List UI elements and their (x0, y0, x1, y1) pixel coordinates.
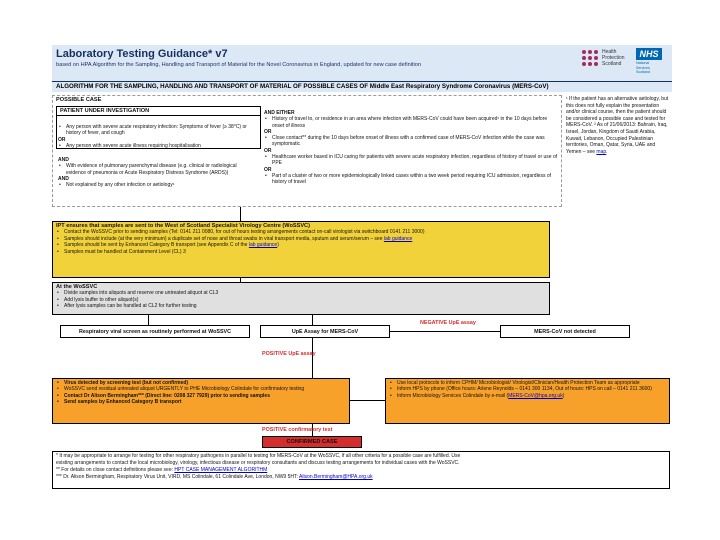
hps-logo-line3: Scotland (602, 61, 622, 67)
confirmatory-label: POSITIVE confirmatory test (262, 427, 333, 433)
arrow-positive (312, 338, 313, 378)
arrow-to-hps (350, 400, 385, 401)
ipt-box (52, 221, 550, 278)
nhs-logo-line3: Scotland (636, 70, 650, 74)
resp-viral-box: Respiratory viral screen as routinely performed at WoSSVC (60, 325, 250, 338)
arrow-to-ipt (240, 207, 241, 221)
criteria-right-or2: OR (264, 147, 272, 154)
footer-line-4-text: *** Dr. Alison Bermingham, Respiratory Virus Unit, VIRD, MS Colindale, 61 Colindale Ave, London, NW9 5HT: (56, 474, 298, 480)
criteria-left-1: • Any person with severe acute respiratory infection: Symptoms of fever (≥ 38°C) or history of fever, and cough (58, 124, 258, 137)
hps-item-1: • Use local protocols to inform CPHM/ Microbiologist/ Virologist/Clinician/Health Protection Team as appropriate (389, 380, 666, 386)
criteria-right-3: • Healthcare worker based in ICU caring for patients with severe acute respiratory infection, regardless of history of travel or use of PPE (264, 154, 558, 167)
footnote-text: ¹ If the patient has an alternative aetiology, but this does not fully explain the presentation and/or clinical course, then the patient should be considered a possible case and tested for MERS-CoV. ² As of 21/06/2013: Bahrain, Iraq, Israel, Jordan, Kingdom of Saudi Arabia, Kuwait, Lebanon, Occupied Palestinian territories, Oman, Qatar, Syria, UAE and Yemen – see (566, 96, 669, 155)
criteria-left-4: • Not explained by any other infection or aetiology¹ (58, 182, 258, 188)
ipt-title: IPT ensures that samples are sent to the West of Scotland Specialist Virology Centre (WoSSVC) (56, 223, 310, 229)
hps-item-3-end: ) (562, 392, 565, 399)
algorithm-title: ALGORITHM FOR THE SAMPLING, HANDLING AND TRANSPORT OF MATERIAL OF POSSIBLE CASES OF Middle East Respiratory Syndrome Coronavirus (MERS-CoV) (52, 81, 672, 92)
map-link[interactable]: map (596, 148, 607, 155)
ipt-item-2-text: Samples should include (at the very minimum) a duplicate set of nose and throat swabs in viral transport media, sputum and serum/serum – see (64, 235, 383, 242)
hps-logo (582, 48, 627, 76)
hps-logo-dots-icon (582, 50, 600, 68)
confirmed-case-box: CONFIRMED CASE (262, 436, 362, 448)
positive-item-3: • Contact Dr Alison Bermingham*** (Direct line: 0208 327 7929) prior to sending samples (56, 393, 346, 399)
bermingham-email-link[interactable]: Alison.Bermingham@HPA.org.uk (299, 474, 373, 480)
pui-title: PATIENT UNDER INVESTIGATION (57, 107, 260, 116)
hps-logo-line2: Protection (602, 55, 625, 61)
positive-item-4: • Send samples by Enhanced Category B transport (56, 399, 346, 405)
hps-item-2: • Inform HPS by phone (Office hours: Arlene Reynolds – 0141 300 1134, Out of hours: HPS on call – 0141 211 3600) (389, 386, 666, 392)
hps-actions-box (385, 378, 670, 424)
footer-line-3 (56, 467, 666, 474)
positive-label: POSITIVE UpE assay (262, 351, 316, 357)
footer-line-4 (56, 474, 666, 481)
possible-case-footnote (566, 96, 670, 155)
positive-item-2: • WoSSVC send residual untreated aliquot URGENTLY to PHE Microbiology Colindale for confirmatory testing (56, 386, 346, 392)
hps-item-3 (389, 393, 666, 399)
ipt-item-4: • Samples must be handled at Containment Level (CL) 3 (56, 249, 546, 255)
criteria-right (264, 110, 558, 186)
negative-label: NEGATIVE UpE assay (420, 320, 476, 326)
criteria-right-1: • History of travel to, or residence in an area where infection with MERS-CoV could have been acquired¹ in the 10 days before onset of illness (264, 116, 558, 129)
criteria-right-and-either: AND EITHER (264, 110, 295, 116)
positive-actions-box (52, 378, 350, 424)
ipt-item-1: • Contact the WoSSVC prior to sending samples (Tel: 0141 211 0080, for out of hours testing arrangements contact on-call virologist via switchboard 0141 211 3000) (56, 229, 546, 235)
nhs-logo-line1: National (636, 61, 650, 65)
nhs-logo-line2: Services (636, 65, 650, 70)
ipt-item-3-text: Samples should be sent by Enhanced Category B transport (see Appendix C of the (64, 242, 248, 249)
criteria-left-3: • With evidence of pulmonary parenchymal disease (e.g. clinical or radiological evidence of pneumonia or Acute Respiratory Distress Syndrome (ARDS)) (58, 163, 258, 176)
header-banner (52, 45, 672, 81)
wossvc-item-2: • Add lysis buffer to other aliquot(s) (56, 297, 546, 303)
criteria-left-and2: AND (58, 175, 69, 182)
footnote-end: . (606, 148, 608, 155)
arrow-negative (390, 331, 500, 332)
arrow-to-resp-viral (148, 315, 149, 325)
footer-line-3-text: ** For details on close contact definitions please see: (56, 467, 174, 473)
upe-assay-box: UpE Assay for MERS-CoV (260, 325, 390, 338)
nhs-logo-mark: NHS (636, 48, 662, 60)
wossvc-item-1: • Divide samples into aliquots and reserve one untreated aliquot at CL3 (56, 290, 546, 296)
criteria-right-4: • Part of a cluster of two or more epidemiologically linked cases within a two week period requiring ICU admission, regardless of history of travel (264, 173, 558, 186)
criteria-right-2: • Close contact** during the 10 days before onset of illness with a confirmed case of MERS-CoV infection while the case was symptomatic (264, 135, 558, 148)
nhs-logo (636, 48, 670, 76)
not-detected-box: MERS-CoV not detected (500, 325, 630, 338)
criteria-right-or1: OR (264, 128, 272, 135)
footer-line-1: * It may be appropriate to arrange for testing for other respiratory pathogens in parallel to testing for MERS-CoV at the WoSSVC, if all other criteria for a possible case are fulfilled. Use (56, 453, 461, 459)
case-management-link[interactable]: HPT CASE MANAGEMENT ALGORITHM (174, 467, 268, 473)
criteria-left (58, 124, 258, 149)
wossvc-title: At the WoSSVC (56, 284, 98, 290)
lab-guidance-link-2[interactable]: lab guidance (248, 242, 278, 249)
possible-case-title: POSSIBLE CASE (56, 97, 102, 103)
criteria-right-or3: OR (264, 166, 272, 173)
page-subtitle: based on HPA Algorithm for the Sampling, Handling and Transport of Material for the Novel Coronavirus in England, updated for new case definition (56, 62, 421, 68)
criteria-left-2: • Any person with severe acute illness requiring hospitalisation (58, 143, 258, 149)
hps-item-3-text: Inform Microbiology Services Colindale by e-mail ( (397, 392, 509, 399)
wossvc-box (52, 282, 550, 315)
wossvc-item-3: • After lysis samples can be handled at CL2 for further testing (56, 303, 546, 309)
footer-notes (52, 451, 670, 489)
hps-logo-line1: Health (602, 49, 617, 55)
arrow-to-upe (312, 315, 313, 325)
criteria-left-lower (58, 157, 258, 188)
lab-guidance-link-1[interactable]: lab guidance (383, 235, 413, 242)
ipt-item-3-end: ) (277, 242, 279, 249)
page-title: Laboratory Testing Guidance* v7 (56, 48, 228, 60)
positive-item-1: • Virus detected by screening test (but not confirmed) (56, 380, 346, 386)
footer-line-2: existing arrangements to contact the local microbiology, virology, infectious disease or respiratory consultants and discuss testing arrangements for individual cases with the WoSSVC. (56, 460, 460, 466)
colindale-email-link[interactable]: MERS-CoV@hpa.org.uk (508, 392, 563, 399)
criteria-left-and1: AND (58, 157, 69, 163)
criteria-left-or: OR (58, 136, 66, 143)
